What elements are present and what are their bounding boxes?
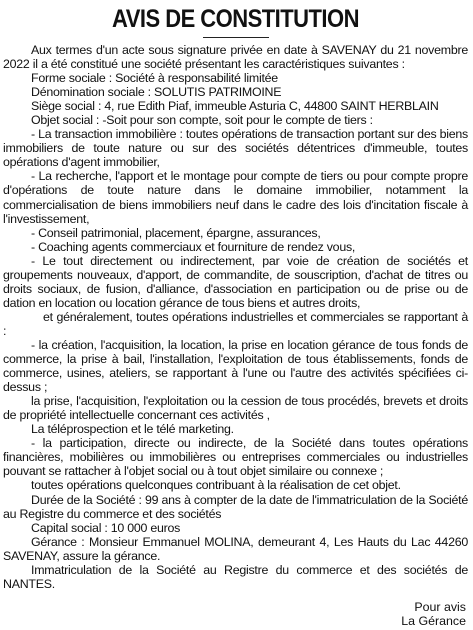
purpose-item-all-operations: toutes opérations quelconques contribuant à la réalisation de cet objet.: [31, 478, 401, 493]
purpose-item-wealth-advice: - Conseil patrimonial, placement, épargne, assurances,: [31, 225, 321, 240]
duration-line: Durée de la Société : 99 ans à compter de la date de l'immatriculation de la Société au Registre du commerce et des sociétés: [3, 492, 468, 521]
legal-form-line: Forme sociale : Société à responsabilité limitée: [31, 71, 278, 86]
capital-line: Capital social : 10 000 euros: [31, 520, 181, 535]
purpose-item-general-operations: et généralement, toutes opérations industrielles et commerciales se rapportant à :: [3, 309, 468, 338]
signature-line-2: La Gérance: [401, 614, 466, 629]
management-line: Gérance : Monsieur Emmanuel MOLINA, demeurant 4, Les Hauts du Lac 44260 SAVENAY, assure la gérance.: [3, 534, 468, 563]
purpose-item-business-creation: - la création, l'acquisition, la location, la prise en location gérance de tous fonds de commerce, la prise à bail, l'installation, l'exploitation de tous établissements, fonds de commerce, usines, ateliers, se rapportant à l'une ou l'autre des activités spécifiées ci-dessus ;: [3, 337, 468, 395]
title-divider: [203, 37, 269, 38]
purpose-item-direct-indirect: - Le tout directement ou indirectement, par voie de création de sociétés et groupements nouveaux, d'apport, de commandite, de souscription, d'achat de titres ou droits sociaux, de fusion, d'alliance, d'association en participation ou de prise ou de dation en location ou location gérance de tous biens et autres droits,: [3, 253, 468, 310]
purpose-item-intellectual-property: la prise, l'acquisition, l'exploitation ou la cession de tous procédés, brevets et droits de propriété intellectuelle concernant ces activités ,: [3, 394, 468, 423]
purpose-item-coaching: - Coaching agents commerciaux et fourniture de rendez vous,: [31, 239, 356, 254]
notice-title: AVIS DE CONSTITUTION: [112, 5, 359, 33]
notice-body: [3, 43, 468, 591]
company-name-line: Dénomination sociale : SOLUTIS PATRIMOINE: [31, 85, 282, 100]
purpose-item-participation: - la participation, directe ou indirecte, de la Société dans toutes opérations financières, mobilières ou immobilières ou entreprises commerciales ou industrielles pouvant se rattacher à l'objet social ou à tout objet similaire ou connexe ;: [3, 436, 468, 479]
purpose-item-telemarketing: La téléprospection et le télé marketing.: [31, 422, 234, 437]
signature-line-1: Pour avis: [414, 600, 466, 614]
corporate-purpose-line: Objet social : -Soit pour son compte, soit pour le compte de tiers :: [31, 113, 373, 128]
registration-line: Immatriculation de la Société au Registre du commerce et des sociétés de NANTES.: [3, 562, 468, 591]
intro-paragraph: Aux termes d'un acte sous signature privée en date à SAVENAY du 21 novembre 2022 il a été constitué une société présentant les caractéristiques suivantes :: [3, 43, 468, 72]
purpose-item-real-estate-transaction: - La transaction immobilière : toutes opérations de transaction portant sur des biens immobiliers de toute nature ou sur des sociétés détentrices d'immeuble, toutes opérations d'agent immobilier,: [3, 127, 468, 170]
signature-block: [401, 600, 466, 628]
registered-office-line: Siège social : 4, rue Edith Piaf, immeuble Asturia C, 44800 SAINT HERBLAIN: [31, 99, 439, 114]
purpose-item-real-estate-research: - La recherche, l'apport et le montage pour compte de tiers ou pour compte propre d'opérations de toute nature dans le domaine immobilier, notamment la commercialisation de biens immobiliers neuf dans le cadre des lois d'incitation fiscale à l'investissement,: [3, 169, 468, 226]
